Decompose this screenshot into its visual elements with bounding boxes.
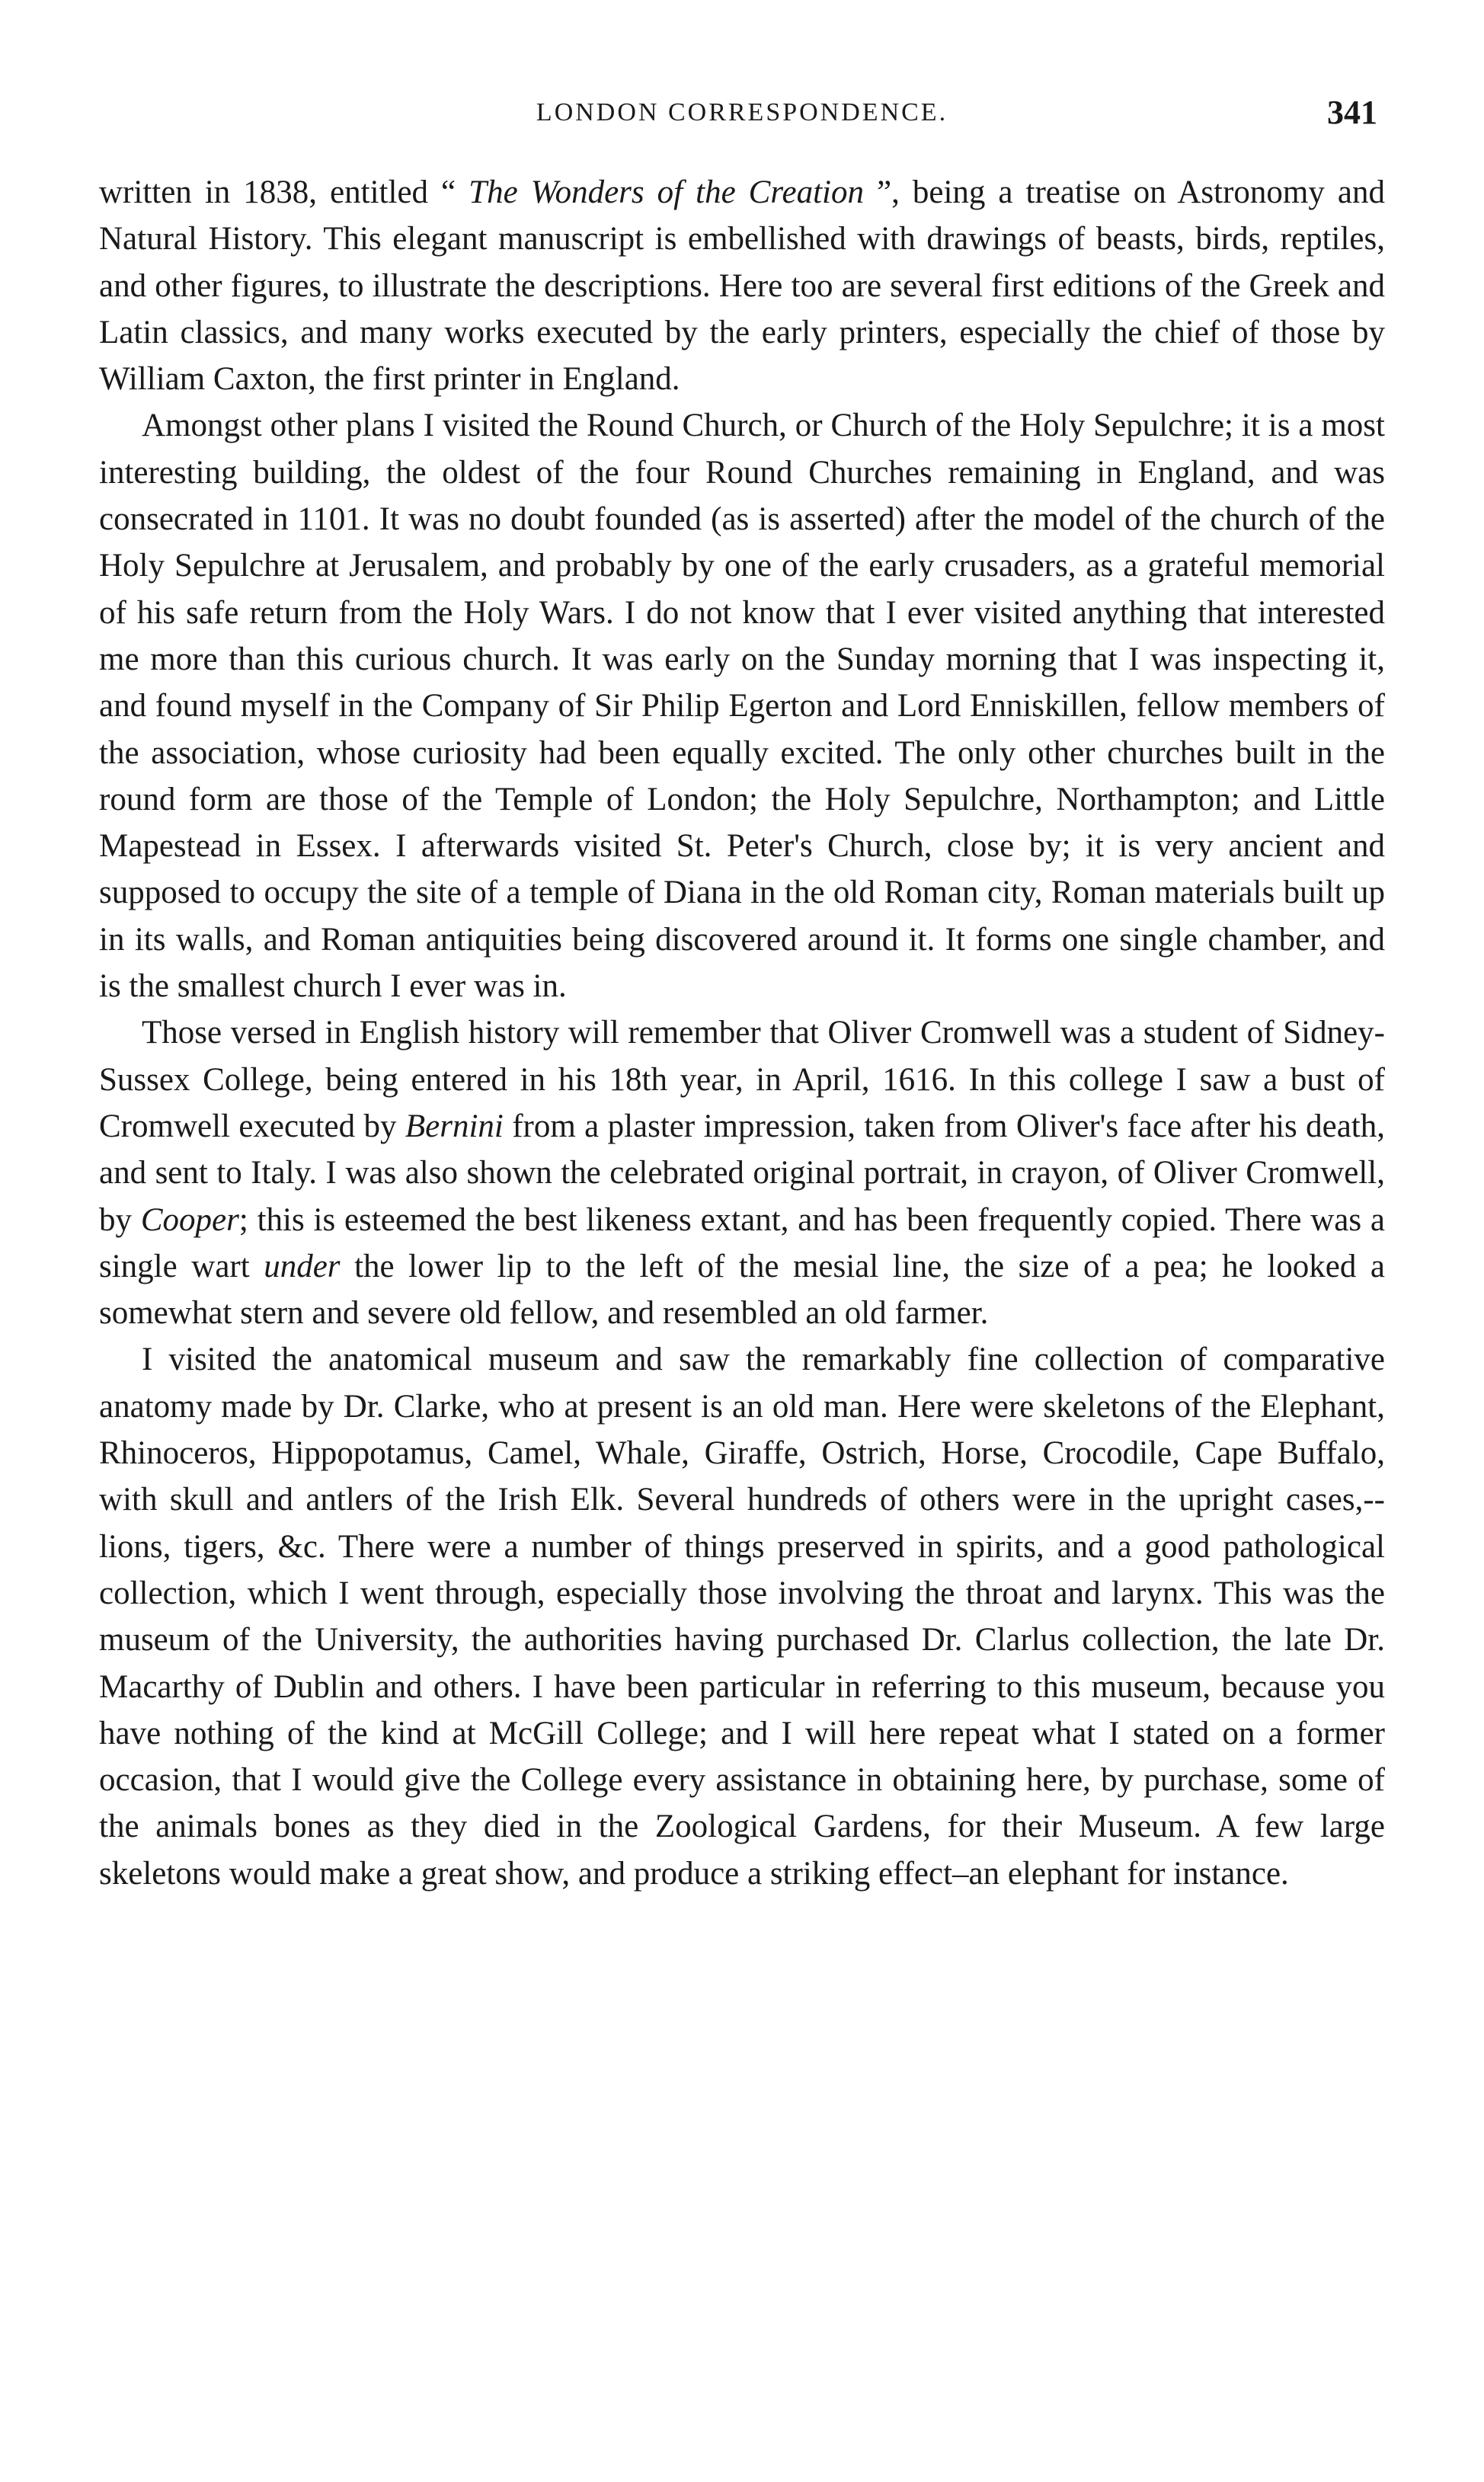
name-cooper: Cooper — [140, 1201, 239, 1238]
paragraph-1-text-b: ”, being a treatise on Astronomy and Natural History. This elegant manuscript is embellished with drawings of beasts, birds, reptiles, and other figures, to illustrate the descriptions. Here too are several first editions of the Greek and Latin classics, and many works executed by the early printers, especially the chief of those by William Caxton, the first printer in England. — [99, 174, 1385, 398]
body-text — [99, 169, 1385, 1897]
page-number: 341 — [1327, 94, 1377, 131]
book-page — [99, 90, 1385, 1897]
work-title: The Wonders of the Creation — [469, 174, 864, 210]
word-under: under — [264, 1248, 341, 1284]
paragraph-1-text-a: written in 1838, entitled “ — [99, 174, 469, 210]
running-head — [99, 90, 1385, 136]
paragraph-3-text-c: ; this is esteemed the best likeness extant, and has been frequently copied. There was a single wart — [99, 1201, 1386, 1284]
paragraph-1 — [99, 169, 1385, 402]
paragraph-2: Amongst other plans I visited the Round Church, or Church of the Holy Sepulchre; it is a most interesting building, the oldest of the four Round Churches remaining in England, and was consecrated in 1101. It was no doubt founded (as is asserted) after the model of the church of the Holy Sepulchre at Jerusalem, and probably by one of the early crusaders, as a grateful memorial of his safe return from the Holy Wars. I do not know that I ever visited anything that interested me more than this curious church. It was early on the Sunday morning that I was inspecting it, and found myself in the Company of Sir Philip Egerton and Lord Enniskillen, fellow members of the association, whose curiosity had been equally excited. The only other churches built in the round form are those of the Temple of London; the Holy Sepulchre, Northampton; and Little Mapestead in Essex. I afterwards visited St. Peter's Church, close by; it is very ancient and supposed to occupy the site of a temple of Diana in the old Roman city, Roman materials built up in its walls, and Roman antiquities being discovered around it. It forms one single chamber, and is the smallest church I ever was in. — [99, 408, 1385, 1005]
paragraph-3-text-a: Those versed in English history will remember that Oliver Cromwell was a student of Sidney-Sussex College, being entered in his 18th year, in April, 1616. In this college I saw a bust of Cromwell executed by — [99, 1015, 1385, 1144]
paragraph-4: I visited the anatomical museum and saw the remarkably fine collection of comparative anatomy made by Dr. Clarke, who at present is an old man. Here were skeletons of the Elephant, Rhinoceros, Hippopotamus, Camel, Whale, Giraffe, Ostrich, Horse, Crocodile, Cape Buffalo, with skull and antlers of the Irish Elk. Several hundreds of others were in the upright cases,--lions, tigers, &c. There were a number of things preserved in spirits, and a good pathological collection, which I went through, especially those involving the throat and larynx. This was the museum of the University, the authorities having purchased Dr. Clarlus collection, the late Dr. Macarthy of Dublin and others. I have been particular in referring to this museum, because you have nothing of the kind at McGill College; and I will here repeat what I stated on a former occasion, that I would give the College every assistance in obtaining here, by purchase, some of the animals bones as they died in the Zoological Gardens, for their Museum. A few large skeletons would make a great show, and produce a striking effect–an elephant for instance. — [99, 1342, 1385, 1892]
name-bernini: Bernini — [405, 1108, 504, 1144]
paragraph-3-text-b: from a plaster impression, taken from Oliver's face after his death, and sent to Italy. I was also shown the celebrated original portrait, in crayon, of Oliver Cromwell, by — [99, 1108, 1385, 1238]
paragraph-3-text-d: the lower lip to the left of the mesial line, the size of a pea; he looked a somewhat stern and severe old fellow, and resembled an old farmer. — [99, 1248, 1385, 1332]
paragraph-3 — [99, 1009, 1385, 1336]
running-title: LONDON CORRESPONDENCE. — [536, 98, 948, 126]
